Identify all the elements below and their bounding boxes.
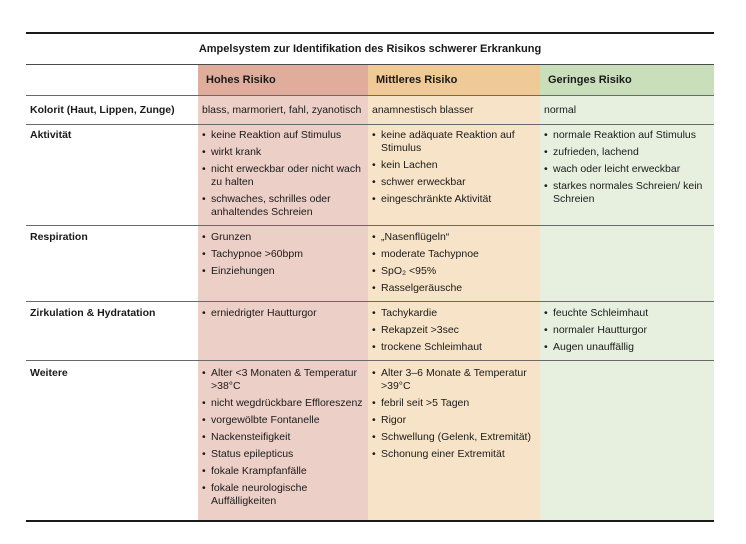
cell-kolorit-medium: anamnestisch blasser [372,104,474,116]
header-low-risk: Geringes Risiko [540,65,714,95]
list-item: • Rasselgeräusche [372,282,538,295]
list-item: • kein Lachen [372,159,538,172]
list-item: • eingeschränkte Aktivität [372,193,538,206]
row-divider [26,225,714,226]
list-item: • Rigor [372,414,538,427]
list-item: • Einziehungen [202,265,364,278]
row-divider [26,124,714,125]
list-item: • moderate Tachypnoe [372,248,538,261]
row-label-kolorit: Kolorit (Haut, Lippen, Zunge) [30,104,175,116]
list-item: • Rekapzeit >3sec [372,324,538,337]
list-item: • keine Reaktion auf Stimulus [202,129,364,142]
row-divider [26,95,714,96]
list-item: • Schwellung (Gelenk, Extremität) [372,431,538,444]
list-item: • feuchte Schleimhaut [544,307,710,320]
table-title: Ampelsystem zur Identifikation des Risikos schwerer Erkrankung [26,34,714,65]
row-label-respiration: Respiration [30,231,88,243]
list-item: • Tachypnoe >60bpm [202,248,364,261]
row-label-weitere: Weitere [30,367,68,379]
list-item: • keine adäquate Reaktion auf Stimulus [372,129,538,155]
list-item: • SpO₂ <95% [372,265,538,278]
cell-respiration-medium [372,231,538,299]
list-item: • Augen unauffällig [544,341,710,354]
cell-weitere-medium [372,367,538,465]
cell-zirkulation-medium [372,307,538,358]
list-item: • starkes normales Schreien/ kein Schreien [544,180,710,206]
row-divider [26,301,714,302]
list-item: • normale Reaktion auf Stimulus [544,129,710,142]
list-item: • vorgewölbte Fontanelle [202,414,364,427]
list-item: • fokale Krampfanfälle [202,465,364,478]
header-high-risk: Hohes Risiko [198,65,368,95]
list-item: • erniedrigter Hautturgor [202,307,364,320]
row-divider [26,360,714,361]
cell-weitere-high [202,367,364,512]
cell-kolorit-high: blass, marmoriert, fahl, zyanotisch [202,104,362,116]
list-item: • normaler Hautturgor [544,324,710,337]
cell-aktivitaet-medium [372,129,538,210]
cell-zirkulation-low [544,307,710,358]
list-item: • nicht erweckbar oder nicht wach zu halten [202,163,364,189]
list-item: • Grunzen [202,231,364,244]
list-item: • zufrieden, lachend [544,146,710,159]
list-item: • Tachykardie [372,307,538,320]
list-item: • wach oder leicht erweckbar [544,163,710,176]
list-item: • schwaches, schrilles oder anhaltendes Schreien [202,193,364,219]
cell-zirkulation-high [202,307,364,324]
list-item: • wirkt krank [202,146,364,159]
list-item: • trockene Schleimhaut [372,341,538,354]
risk-table [26,32,714,522]
cell-respiration-high [202,231,364,282]
list-item: • febril seit >5 Tagen [372,397,538,410]
cell-aktivitaet-high [202,129,364,223]
list-item: • Status epilepticus [202,448,364,461]
header-medium-risk: Mittleres Risiko [368,65,540,95]
cell-aktivitaet-low [544,129,710,210]
list-item: • fokale neurologische Auffälligkeiten [202,482,364,508]
list-item: • Nackensteifigkeit [202,431,364,444]
list-item: • Alter <3 Monaten & Temperatur >38°C [202,367,364,393]
row-label-aktivitaet: Aktivität [30,129,72,141]
cell-kolorit-low: normal [544,104,577,116]
list-item: • nicht wegdrückbare Effloreszenz [202,397,364,410]
bottom-rule [26,520,714,522]
list-item: • Schonung einer Extremität [372,448,538,461]
list-item: • schwer erweckbar [372,176,538,189]
list-item: • „Nasenflügeln“ [372,231,538,244]
row-label-zirkulation: Zirkulation & Hydratation [30,307,156,319]
list-item: • Alter 3–6 Monate & Temperatur >39°C [372,367,538,393]
